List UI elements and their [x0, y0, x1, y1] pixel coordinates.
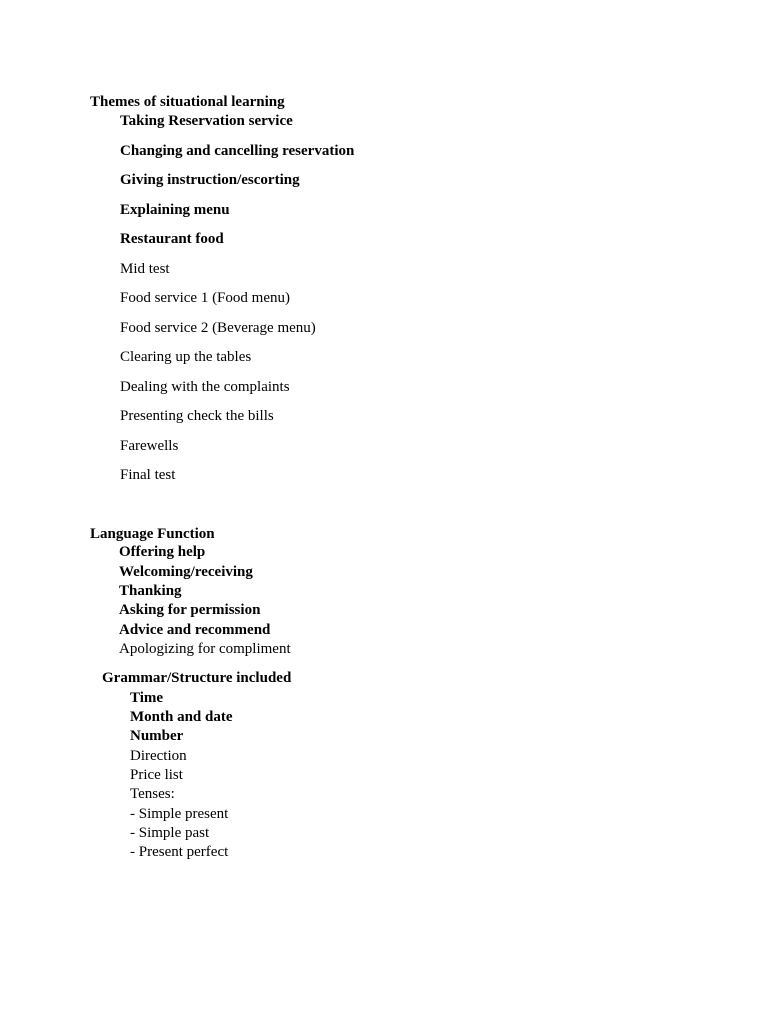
themes-item: Giving instruction/escorting [120, 172, 300, 188]
language-function-item: Asking for permission [119, 602, 261, 618]
language-function-item: Offering help [119, 544, 206, 560]
themes-item: Clearing up the tables [120, 349, 252, 365]
language-function-item: Thanking [119, 583, 182, 599]
themes-item: Dealing with the complaints [120, 379, 290, 395]
language-function-heading: Language Function [90, 526, 215, 542]
language-function-item: Welcoming/receiving [119, 564, 253, 580]
themes-item: Changing and cancelling reservation [120, 143, 355, 159]
themes-item: Taking Reservation service [120, 113, 293, 129]
themes-item: Restaurant food [120, 231, 224, 247]
themes-item: Farewells [120, 438, 179, 454]
grammar-item: - Simple present [130, 806, 229, 822]
themes-item: Presenting check the bills [120, 408, 274, 424]
grammar-heading: Grammar/Structure included [102, 670, 292, 686]
themes-item: Explaining menu [120, 202, 230, 218]
grammar-item: Number [130, 728, 184, 744]
grammar-item: Price list [130, 767, 183, 783]
grammar-item: Month and date [130, 709, 233, 725]
themes-item: Food service 1 (Food menu) [120, 290, 290, 306]
grammar-item: - Simple past [130, 825, 210, 841]
grammar-item: Tenses: [130, 786, 175, 802]
grammar-item: Time [130, 690, 164, 706]
grammar-item: - Present perfect [130, 844, 229, 860]
themes-item: Final test [120, 467, 176, 483]
language-function-item: Advice and recommend [119, 622, 271, 638]
themes-heading: Themes of situational learning [90, 94, 285, 110]
grammar-item: Direction [130, 748, 187, 764]
themes-item: Food service 2 (Beverage menu) [120, 320, 316, 336]
language-function-item: Apologizing for compliment [119, 641, 291, 657]
themes-item: Mid test [120, 261, 170, 277]
